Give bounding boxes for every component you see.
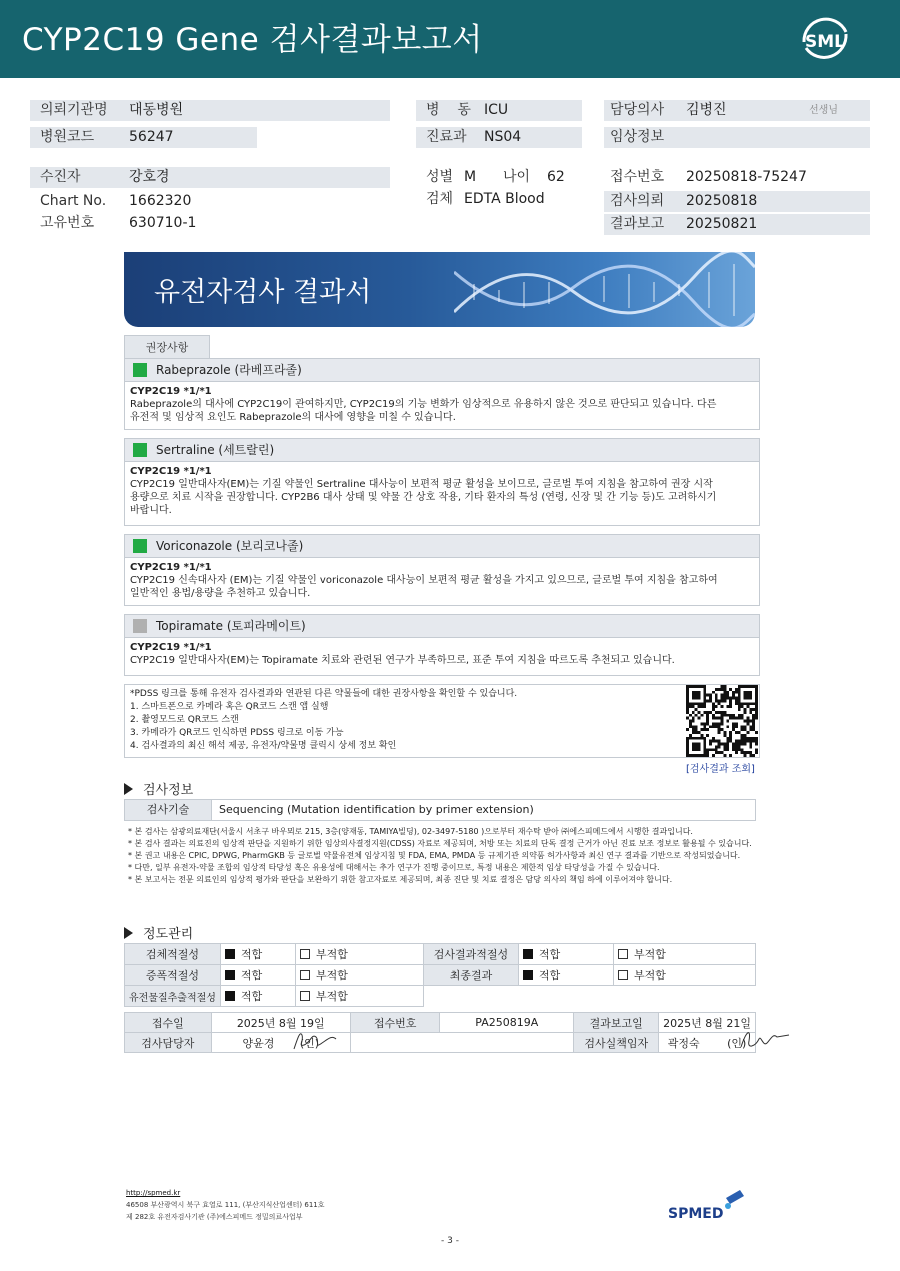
qc-pass: 적합: [220, 944, 295, 965]
receipt-row: [125, 1033, 756, 1053]
sex-age-row: [416, 167, 586, 188]
tech-value: Sequencing (Mutation identification by primer extension): [219, 803, 534, 816]
pdss-lines: [130, 688, 517, 753]
dept-label: 진료과: [426, 129, 467, 145]
result-lookup-link[interactable]: [검사결과 조회]: [686, 764, 755, 775]
green-square-icon: [133, 443, 147, 457]
unique-row: [30, 213, 390, 234]
received-label: 접수일: [125, 1013, 212, 1033]
gray-square-icon: [133, 619, 147, 633]
rec-line: 유전적 및 임상적 요인도 Rabeprazole의 대사에 영향을 미칠 수 있습니다.: [130, 412, 456, 423]
green-square-icon: [133, 539, 147, 553]
note-line: * 본 권고 내용은 CPIC, DPWG, PharmGKB 등 글로벌 약물유전체 임상지침 및 FDA, EMA, PMDA 등 규제기관 의약품 허가사항과 최신 연구 결과를 기반으로 작성되었습니다.: [128, 851, 741, 860]
signature-icon: [737, 1027, 792, 1053]
unchecked-box-icon: [300, 970, 310, 980]
patient-value: 강호경: [129, 169, 170, 185]
chart-label: Chart No.: [40, 193, 107, 209]
banner-title: 유전자검사 결과서: [154, 277, 372, 308]
report-date-label: 결과보고일: [574, 1013, 659, 1033]
director-label: 검사실책임자: [574, 1033, 659, 1053]
rec-line: 일반적인 용법/용량을 추천하고 있습니다.: [130, 588, 311, 599]
rec-line: CYP2C19 일반대사자(EM)는 기질 약물인 Sertraline 대사능이 보편적 평균 활성을 보이므로, 글로벌 투여 지침을 참고하여 권장 시작: [130, 479, 713, 490]
drug-name: Rabeprazole (라베프라졸): [156, 363, 302, 377]
clinical-row: [604, 127, 870, 148]
chart-row: [30, 191, 390, 212]
dept-row: [416, 127, 582, 148]
request-label: 검사의뢰: [610, 193, 665, 209]
doctor-label: 담당의사: [610, 102, 665, 118]
result-banner: [124, 252, 755, 327]
genotype: CYP2C19 *1/*1: [130, 466, 212, 477]
receipt-no-label: 접수번호: [350, 1013, 439, 1033]
pdss-line: 3. 카메라가 QR코드 인식하면 PDSS 링크로 이동 가능: [130, 728, 344, 738]
qc-title-text: 정도관리: [143, 927, 194, 942]
hospital-code-label: 병원코드: [40, 129, 95, 145]
rec-line: Rabeprazole의 대사에 CYP2C19이 관여하지만, CYP2C19의 기능 변화가 임상적으로 유용하지 않은 것으로 판단되고 있습니다. 다른: [130, 399, 717, 410]
receipt-no-value: PA250819A: [440, 1013, 574, 1033]
qc-pass: 적합: [220, 965, 295, 986]
institution-value: 대동병원: [129, 102, 184, 118]
hospital-code-row: [30, 127, 257, 148]
tester-label: 검사담당자: [125, 1033, 212, 1053]
rec-line: CYP2C19 신속대사자 (EM)는 기질 약물인 voriconazole 대사능이 보편적 평균 활성을 가지고 있으므로, 글로벌 투여 지침을 참고하여: [130, 575, 718, 586]
director-name: 곽정숙: [667, 1036, 700, 1050]
sex-value: M: [464, 169, 477, 185]
qc-row: [125, 944, 756, 965]
age-value: 62: [547, 169, 565, 185]
rec-head: [125, 615, 759, 638]
empty-cell: [350, 1033, 573, 1053]
doctor-row: [604, 100, 870, 121]
specimen-row: [416, 189, 586, 210]
receipt-row: [125, 1013, 756, 1033]
qc-fail: 부적합: [295, 986, 423, 1007]
report-title: CYP2C19 Gene 검사결과보고서: [22, 22, 483, 58]
director-seal: (인): [727, 1036, 747, 1050]
sml-logo: [796, 12, 854, 64]
rec-sertraline: [124, 438, 760, 526]
qr-code-icon[interactable]: [686, 685, 758, 757]
receipt-no-value: 20250818-75247: [686, 169, 807, 185]
unchecked-box-icon: [300, 991, 310, 1001]
qc-pass: 적합: [518, 965, 613, 986]
note-line: * 본 보고서는 전문 의료인의 임상적 평가와 판단을 보완하기 위한 참고자료로 제공되며, 최종 진단 및 치료 결정은 담당 의사의 책임 하에 이루어져야 합니다.: [128, 875, 673, 884]
report-header: [0, 0, 900, 78]
checked-box-icon: [225, 970, 235, 980]
receipt-no-label: 접수번호: [610, 169, 665, 185]
tester-cell: [211, 1033, 350, 1053]
rec-topiramate: [124, 614, 760, 676]
rec-rabeprazole: [124, 358, 760, 430]
qc-row: [125, 986, 756, 1007]
dept-value: NS04: [484, 129, 522, 145]
test-info-title-text: 검사정보: [143, 783, 194, 798]
institution-label: 의뢰기관명: [40, 102, 108, 118]
pdss-line: 4. 검사결과의 최신 해석 제공, 유전자/약물명 클릭시 상세 정보 확인: [130, 741, 397, 751]
rec-body: [125, 462, 759, 517]
unchecked-box-icon: [300, 949, 310, 959]
spmed-logo: [668, 1188, 758, 1228]
qc-fail: 부적합: [295, 965, 423, 986]
test-info-title: [124, 779, 193, 798]
drug-name: Sertraline (세트랄린): [156, 443, 275, 457]
report-value: 20250821: [686, 216, 758, 232]
rec-body: [125, 382, 759, 424]
green-square-icon: [133, 363, 147, 377]
spmed-logo-text: SPMED: [668, 1206, 724, 1222]
qc-label: 검체적절성: [125, 944, 221, 965]
qc-fail: 부적합: [613, 965, 755, 986]
sex-label: 성별: [426, 169, 454, 185]
unchecked-box-icon: [618, 949, 628, 959]
rec-head: [125, 535, 759, 558]
pdss-line: 1. 스마트폰으로 카메라 혹은 QR코드 스캔 앱 실행: [130, 702, 329, 712]
triangle-icon: [124, 927, 133, 939]
test-notes: [128, 826, 754, 886]
sml-logo-text: SML: [805, 32, 845, 52]
checked-box-icon: [225, 991, 235, 1001]
qc-fail: 부적합: [295, 944, 423, 965]
rec-head: [125, 359, 759, 382]
qc-title: [124, 923, 193, 942]
rec-head: [125, 439, 759, 462]
qc-pass: 적합: [518, 944, 613, 965]
genotype: CYP2C19 *1/*1: [130, 642, 212, 653]
report-label: 결과보고: [610, 216, 665, 232]
triangle-icon: [124, 783, 133, 795]
ward-row: [416, 100, 582, 121]
genotype: CYP2C19 *1/*1: [130, 562, 212, 573]
report-date-value: 2025년 8월 21일: [659, 1013, 756, 1033]
patient-label: 수진자: [40, 169, 81, 185]
institution-row: [30, 100, 390, 121]
qc-label: 최종결과: [423, 965, 518, 986]
report-row: [604, 214, 870, 235]
rec-line: CYP2C19 일반대사자(EM)는 Topiramate 치료와 관련된 연구가 부족하므로, 표준 투여 지침을 따르도록 추천되고 있습니다.: [130, 655, 675, 666]
qc-pass: 적합: [220, 986, 295, 1007]
drug-name: Voriconazole (보리코나졸): [156, 539, 304, 553]
tech-label: 검사기술: [125, 800, 212, 820]
recommendation-tab: 권장사항: [124, 335, 210, 358]
receipt-no-row: [604, 167, 870, 188]
pdss-box: [124, 684, 760, 758]
request-value: 20250818: [686, 193, 758, 209]
footer-license: 제 282호 유전자검사기관 (주)에스피메드 정밀의료사업부: [126, 1213, 303, 1221]
rec-body: [125, 638, 759, 667]
chart-value: 1662320: [129, 193, 192, 209]
qc-label: 유전물질추출적절성: [125, 986, 221, 1007]
specimen-label: 검체: [426, 191, 454, 207]
note-line: * 본 검사 결과는 의료진의 임상적 판단을 지원하기 위한 임상의사결정지원(CDSS) 자료로 제공되며, 처방 또는 치료의 단독 결정 근거가 아닌 진료 보조 정보로 활용될 수 있습니다.: [128, 839, 752, 848]
doctor-suffix: 선생님: [809, 105, 838, 116]
patient-row: [30, 167, 390, 188]
age-label: 나이: [503, 169, 531, 185]
footer: [126, 1187, 325, 1223]
footer-address: 46508 부산광역시 북구 효열로 111, (부산지식산업센터) 611호: [126, 1201, 325, 1209]
pdss-line: *PDSS 링크를 통해 유전자 검사결과와 연관된 다른 약물들에 대한 권장사항을 확인할 수 있습니다.: [130, 689, 518, 699]
pdss-line: 2. 촬영모드로 QR코드 스캔: [130, 715, 239, 725]
genotype: CYP2C19 *1/*1: [130, 386, 212, 397]
unique-label: 고유번호: [40, 215, 95, 231]
rec-line: 용량으로 치료 시작을 권장합니다. CYP2B6 대사 상태 및 약물 간 상호 작용, 기타 환자의 특성 (연령, 신장 및 간 기능 등)도 고려하시기: [130, 492, 717, 503]
qc-label: 검사결과적절성: [423, 944, 518, 965]
qc-table: [124, 943, 756, 1007]
rec-body: [125, 558, 759, 600]
qc-fail: 부적합: [613, 944, 755, 965]
dna-helix-icon: [454, 252, 755, 327]
rec-line: 바랍니다.: [130, 505, 172, 516]
signature-icon: [290, 1027, 340, 1053]
unchecked-box-icon: [618, 970, 628, 980]
checked-box-icon: [523, 949, 533, 959]
request-row: [604, 191, 870, 212]
qc-label: 증폭적절성: [125, 965, 221, 986]
rec-voriconazole: [124, 534, 760, 606]
tester-seal: (인): [299, 1036, 320, 1050]
ward-value: ICU: [484, 102, 509, 118]
received-value: 2025년 8월 19일: [211, 1013, 350, 1033]
note-line: * 다만, 일부 유전자-약물 조합의 임상적 타당성 혹은 유용성에 대해서는 추가 연구가 진행 중이므로, 특정 내용은 제한적 임상 타당성을 가질 수 있습니다.: [128, 863, 660, 872]
tech-row: [124, 799, 756, 821]
receipt-table: [124, 1012, 756, 1053]
qc-row: [125, 965, 756, 986]
tester-name: 양윤경: [242, 1036, 275, 1050]
note-line: * 본 검사는 삼광의료재단(서울시 서초구 바우뫼로 215, 3층(양재동, TAMIYA빌딩), 02-3497-5180 )으로부터 재수탁 받아 ㈜에스피메드에서 시행한 결과입니다.: [128, 827, 693, 836]
doctor-value: 김병진: [686, 102, 727, 118]
director-cell: [659, 1033, 756, 1053]
drug-name: Topiramate (토피라메이트): [156, 619, 306, 633]
ward-label: 병 동: [426, 102, 471, 118]
footer-url[interactable]: http://spmed.kr: [126, 1189, 181, 1197]
checked-box-icon: [225, 949, 235, 959]
checked-box-icon: [523, 970, 533, 980]
hospital-code-value: 56247: [129, 129, 174, 145]
page-number: - 3 -: [441, 1236, 459, 1246]
unique-value: 630710-1: [129, 215, 197, 231]
clinical-label: 임상정보: [610, 129, 665, 145]
specimen-value: EDTA Blood: [464, 191, 545, 207]
